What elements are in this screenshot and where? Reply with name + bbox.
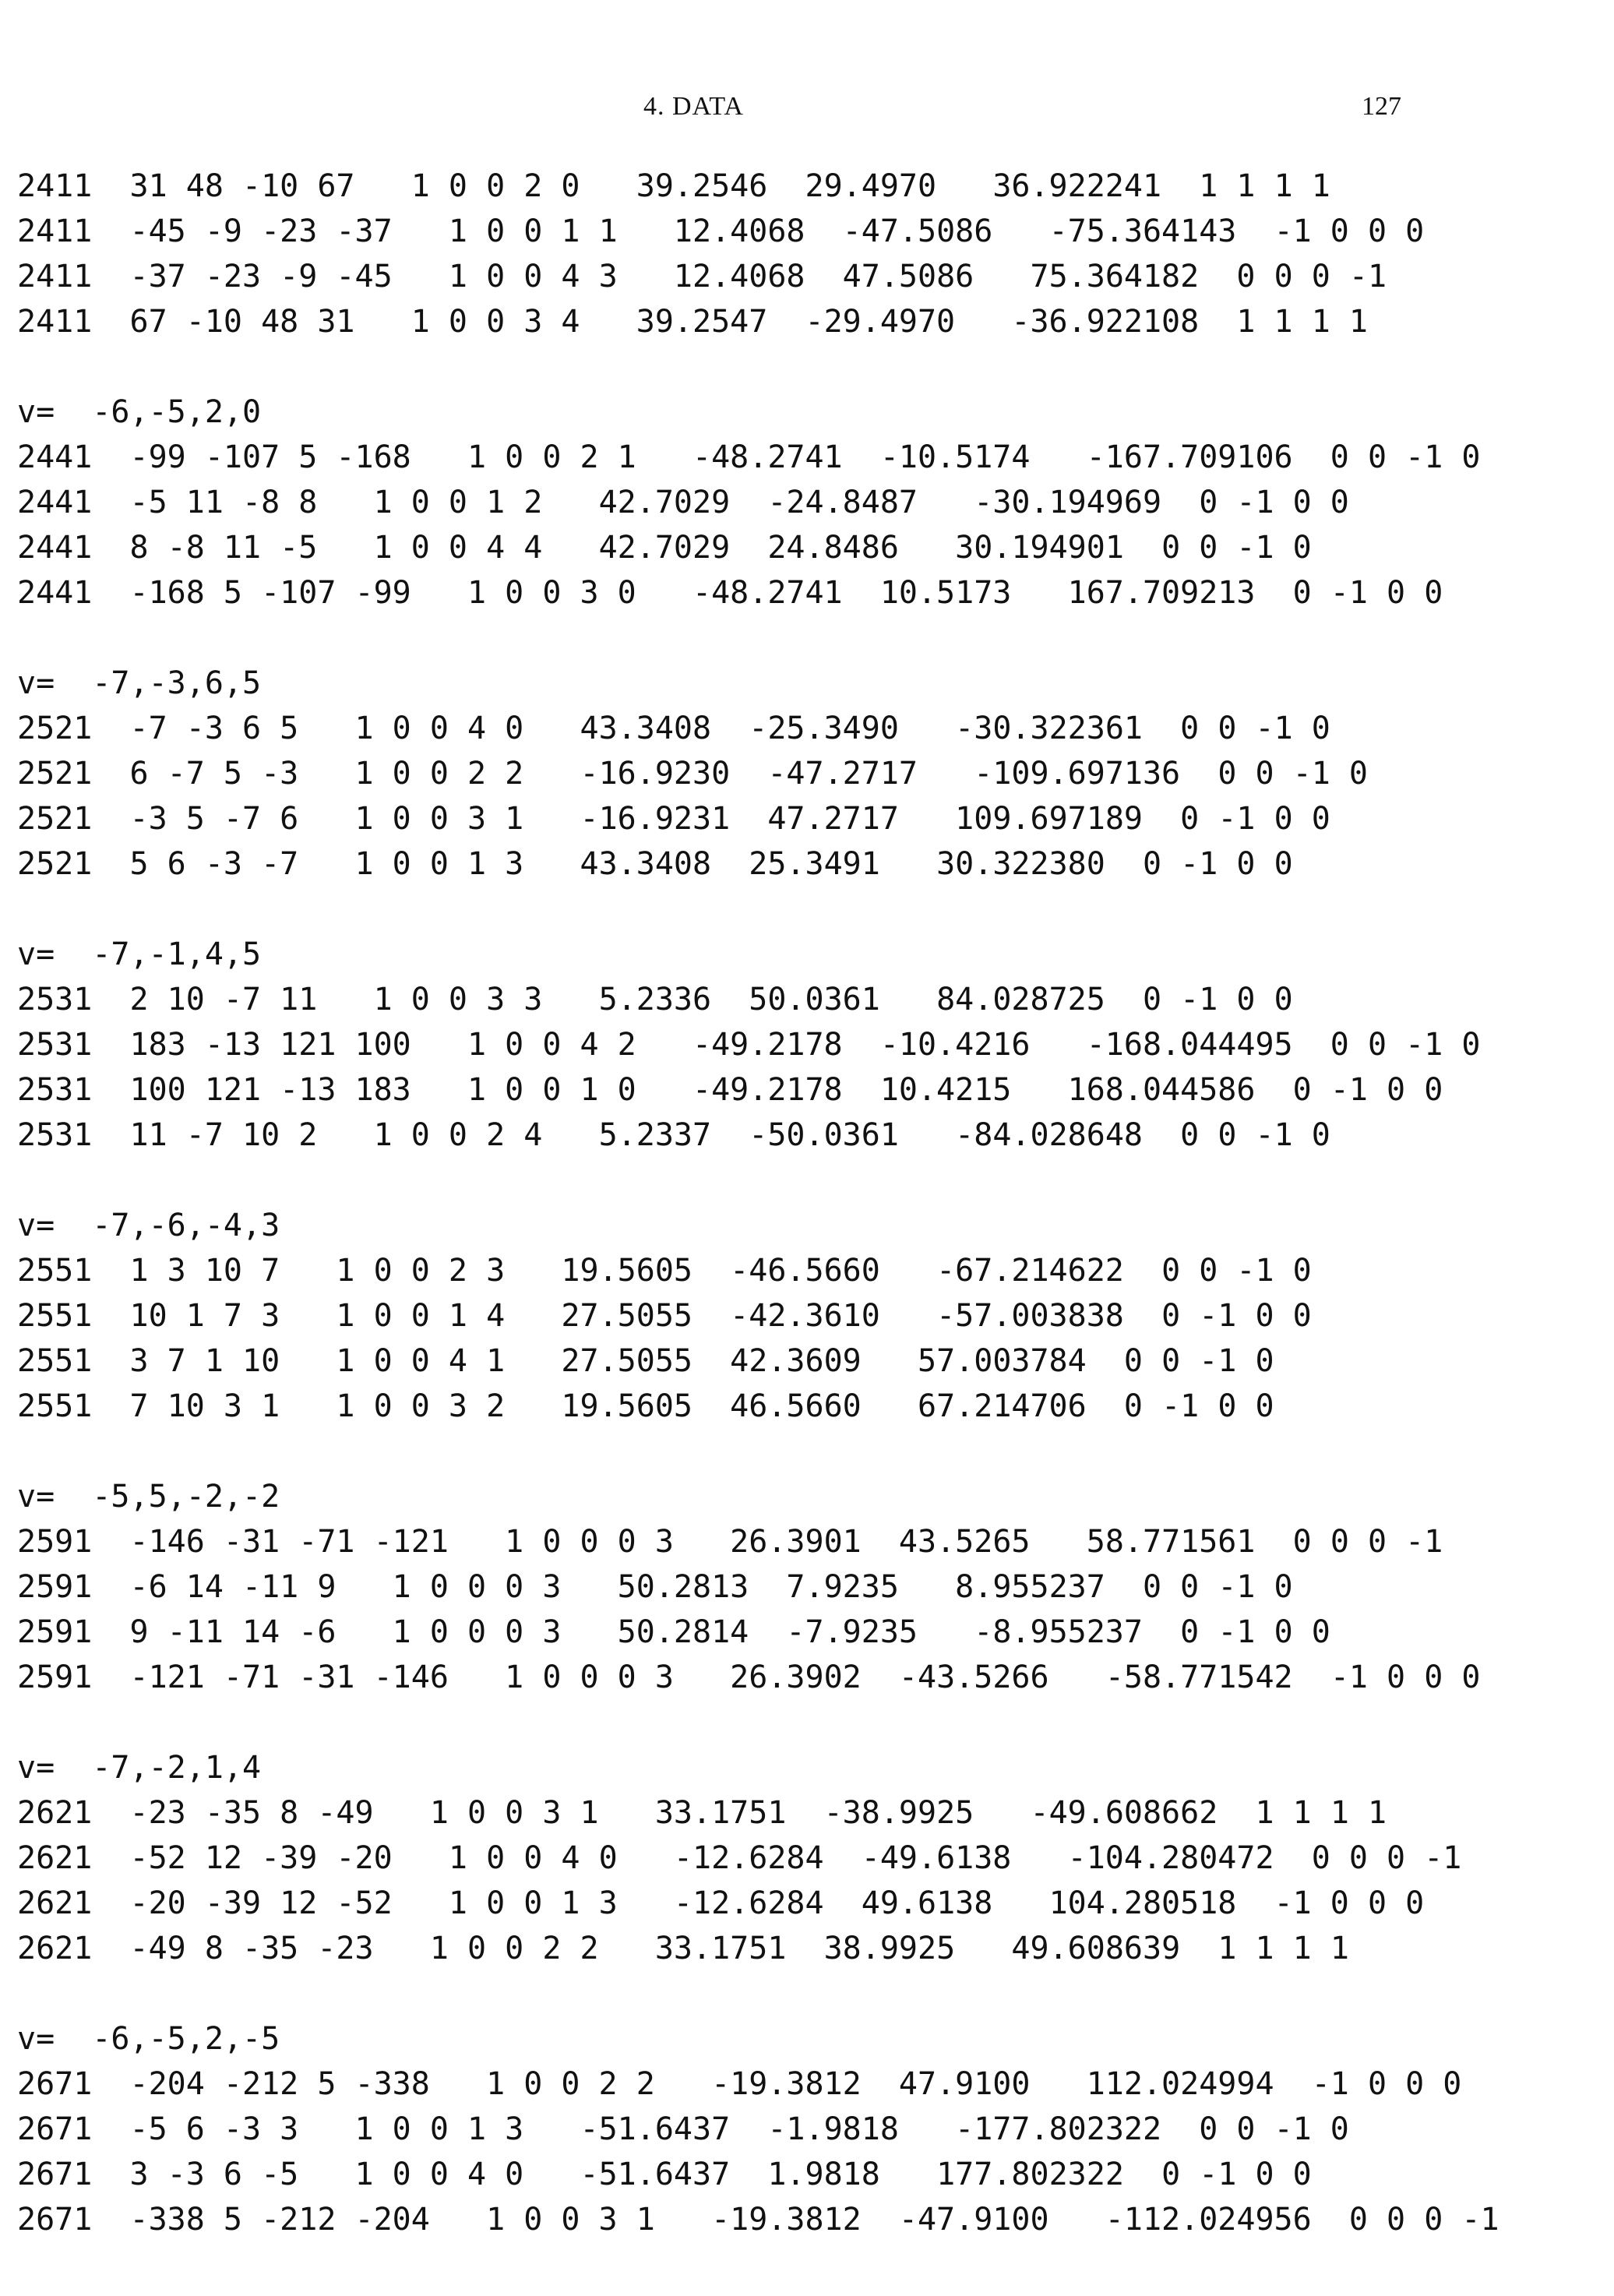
cell-code: 1 0 0 2 3 [336,1253,506,1289]
cell-sig: 1 1 1 1 [1199,168,1330,204]
data-row [17,1293,1606,1338]
cell-id: 2621 [17,1931,93,1966]
cell-a: 43.3408 [580,846,712,882]
cell-code: 1 0 0 3 3 [373,982,543,1018]
cell-sig: 0 0 -1 0 [1180,1117,1330,1153]
cell-b: -43.5266 [898,1659,1049,1695]
cell-b: 49.6138 [861,1885,993,1921]
data-row [17,1881,1606,1926]
cell-id: 2441 [17,575,93,611]
cell-id: 2551 [17,1298,93,1334]
cell-c: -167.709106 [1086,439,1293,475]
data-row [17,796,1606,841]
cell-c: 36.922241 [992,168,1162,204]
cell-quad: 100 121 -13 183 [129,1072,411,1108]
vector-label: v= -7,-6,-4,3 [17,1208,280,1243]
cell-code: 1 0 0 1 3 [354,846,524,882]
cell-sig: 0 0 -1 0 [1180,711,1330,746]
cell-b: 46.5660 [730,1388,862,1424]
cell-quad: 67 -10 48 31 [129,304,355,340]
cell-quad: -49 8 -35 -23 [129,1931,374,1966]
vector-label: v= -6,-5,2,0 [17,394,262,430]
cell-quad: -52 12 -39 -20 [129,1840,393,1876]
cell-id: 2441 [17,530,93,566]
cell-a: 39.2547 [636,304,768,340]
cell-code: 1 0 0 4 1 [336,1343,506,1379]
cell-id: 2551 [17,1343,93,1379]
cell-b: -42.3610 [730,1298,880,1334]
data-row [17,1113,1606,1158]
cell-code: 1 0 0 2 2 [429,1931,599,1966]
cell-a: 26.3901 [730,1524,862,1560]
cell-quad: -45 -9 -23 -37 [129,213,393,249]
cell-c: -58.771542 [1105,1659,1293,1695]
cell-a: -12.6284 [673,1840,824,1876]
cell-id: 2521 [17,846,93,882]
cell-b: 29.4970 [805,168,937,204]
cell-c: -84.028648 [955,1117,1143,1153]
data-block [17,1745,1606,1971]
cell-sig: -1 0 0 0 [1330,1659,1481,1695]
data-row [17,254,1606,299]
cell-sig: 0 -1 0 0 [1143,846,1293,882]
cell-id: 2621 [17,1795,93,1831]
cell-a: -19.3812 [711,2066,862,2102]
data-row [17,299,1606,344]
cell-id: 2441 [17,485,93,520]
cell-sig: 0 -1 0 0 [1292,1072,1443,1108]
cell-sig: -1 0 0 0 [1274,1885,1425,1921]
cell-sig: 0 0 -1 0 [1161,530,1312,566]
cell-c: 30.322380 [936,846,1105,882]
cell-code: 1 0 0 1 3 [448,1885,618,1921]
data-listing [17,164,1606,2287]
cell-sig: 1 1 1 1 [1255,1795,1387,1831]
cell-c: -109.697136 [974,756,1181,792]
data-row [17,977,1606,1022]
cell-a: 43.3408 [580,711,712,746]
cell-sig: 1 1 1 1 [1218,1931,1349,1966]
vector-label: v= -7,-3,6,5 [17,665,262,701]
cell-b: -47.5086 [842,213,993,249]
data-row [17,1655,1606,1700]
cell-a: 39.2546 [636,168,768,204]
cell-sig: 0 0 0 -1 [1348,2202,1499,2238]
cell-sig: 0 0 -1 0 [1330,1027,1481,1063]
cell-a: 19.5605 [561,1253,692,1289]
cell-b: -10.4216 [879,1027,1031,1063]
cell-quad: 7 10 3 1 [129,1388,280,1424]
cell-id: 2551 [17,1253,93,1289]
cell-quad: 6 -7 5 -3 [129,756,299,792]
cell-sig: 0 -1 0 0 [1123,1388,1274,1424]
vector-label: v= -6,-5,2,-5 [17,2021,280,2057]
cell-id: 2621 [17,1885,93,1921]
cell-sig: 0 -1 0 0 [1199,485,1349,520]
cell-c: -104.280472 [1067,1840,1274,1876]
data-row [17,164,1606,209]
cell-b: 1.9818 [767,2157,880,2192]
cell-b: -7.9235 [786,1614,918,1650]
cell-sig: 0 0 -1 0 [1142,1569,1293,1605]
cell-quad: -338 5 -212 -204 [129,2202,430,2238]
cell-b: 47.2717 [767,801,899,837]
cell-b: 43.5265 [898,1524,1031,1560]
cell-a: 26.3902 [730,1659,862,1695]
cell-b: 7.9235 [786,1569,899,1605]
cell-quad: -5 11 -8 8 [129,485,318,520]
cell-code: 1 0 0 0 3 [392,1569,562,1605]
cell-sig: 0 0 0 -1 [1311,1840,1462,1876]
cell-c: -30.322361 [955,711,1143,746]
cell-id: 2671 [17,2202,93,2238]
cell-sig: 0 -1 0 0 [1292,575,1443,611]
cell-a: -49.2178 [692,1027,843,1063]
cell-id: 2591 [17,1524,93,1560]
cell-code: 1 0 0 0 3 [505,1524,674,1560]
cell-code: 1 0 0 3 2 [336,1388,506,1424]
cell-b: -38.9925 [823,1795,974,1831]
data-row [17,1384,1606,1429]
cell-sig: 0 0 0 -1 [1292,1524,1443,1560]
cell-code: 1 0 0 2 2 [354,756,524,792]
cell-id: 2591 [17,1614,93,1650]
cell-id: 2621 [17,1840,93,1876]
cell-c: 167.709213 [1067,575,1256,611]
cell-id: 2531 [17,1117,93,1153]
cell-a: -16.9231 [580,801,731,837]
cell-a: -16.9230 [580,756,731,792]
cell-quad: 1 3 10 7 [129,1253,280,1289]
cell-sig: 0 0 -1 0 [1199,2111,1349,2147]
cell-a: 5.2337 [598,1117,712,1153]
cell-sig: -1 0 0 0 [1311,2066,1462,2102]
cell-a: 19.5605 [561,1388,692,1424]
cell-sig: 0 0 -1 0 [1330,439,1481,475]
cell-b: 10.4215 [879,1072,1012,1108]
cell-c: 75.364182 [1030,259,1200,294]
data-row [17,751,1606,796]
cell-c: 67.214706 [917,1388,1087,1424]
cell-c: -30.194969 [974,485,1162,520]
cell-sig: -1 0 0 0 [1274,213,1425,249]
data-row [17,1338,1606,1384]
cell-quad: 8 -8 11 -5 [129,530,318,566]
vector-label: v= -7,-2,1,4 [17,1750,262,1786]
cell-c: -36.922108 [1011,304,1200,340]
data-row [17,2197,1606,2242]
cell-b: -46.5660 [730,1253,880,1289]
cell-b: 10.5173 [879,575,1012,611]
cell-code: 1 0 0 1 0 [467,1072,636,1108]
vector-label: v= -5,5,-2,-2 [17,1479,280,1515]
data-row [17,525,1606,570]
cell-code: 1 0 0 2 4 [373,1117,543,1153]
cell-code: 1 0 0 1 2 [373,485,543,520]
cell-b: 25.3491 [749,846,880,882]
cell-a: 12.4068 [673,213,805,249]
cell-id: 2411 [17,213,93,249]
cell-sig: 0 0 -1 0 [1161,1253,1312,1289]
cell-quad: -99 -107 5 -168 [129,439,411,475]
cell-id: 2551 [17,1388,93,1424]
data-block [17,932,1606,1158]
cell-b: -25.3490 [749,711,899,746]
cell-c: -168.044495 [1086,1027,1293,1063]
cell-c: -75.364143 [1048,213,1237,249]
cell-quad: 5 6 -3 -7 [129,846,299,882]
cell-quad: 11 -7 10 2 [129,1117,318,1153]
cell-code: 1 0 0 3 1 [354,801,524,837]
cell-id: 2591 [17,1659,93,1695]
data-block [17,2016,1606,2242]
cell-a: 12.4068 [673,259,805,294]
cell-b: -47.2717 [767,756,918,792]
cell-a: -48.2741 [692,439,843,475]
cell-quad: -7 -3 6 5 [129,711,299,746]
cell-b: -29.4970 [805,304,956,340]
cell-c: 168.044586 [1067,1072,1256,1108]
cell-quad: 183 -13 121 100 [129,1027,411,1063]
cell-c: 8.955237 [955,1569,1105,1605]
cell-code: 1 0 0 3 1 [429,1795,599,1831]
data-row [17,1836,1606,1881]
cell-a: -51.6437 [580,2111,731,2147]
cell-c: 112.024994 [1086,2066,1274,2102]
cell-b: -10.5174 [879,439,1031,475]
cell-quad: -20 -39 12 -52 [129,1885,393,1921]
cell-b: -50.0361 [749,1117,899,1153]
cell-quad: 10 1 7 3 [129,1298,280,1334]
cell-id: 2591 [17,1569,93,1605]
cell-quad: -23 -35 8 -49 [129,1795,374,1831]
section-title: 4. DATA [643,92,744,121]
cell-c: 30.194901 [955,530,1124,566]
cell-c: 104.280518 [1048,1885,1237,1921]
cell-code: 1 0 0 4 0 [354,2157,524,2192]
data-row [17,1790,1606,1836]
running-header [0,92,1614,131]
cell-a: 33.1751 [654,1795,787,1831]
cell-id: 2411 [17,304,93,340]
cell-a: 50.2814 [617,1614,749,1650]
cell-quad: -146 -31 -71 -121 [129,1524,449,1560]
cell-b: -1.9818 [767,2111,899,2147]
data-block [17,661,1606,887]
cell-b: 42.3609 [730,1343,862,1379]
data-row [17,706,1606,751]
data-row [17,1564,1606,1610]
data-row [17,2107,1606,2152]
cell-id: 2411 [17,259,93,294]
cell-b: 38.9925 [823,1931,956,1966]
data-row [17,841,1606,887]
vector-label: v= -7,-1,4,5 [17,936,262,972]
cell-code: 1 0 0 2 2 [486,2066,655,2102]
cell-code: 1 0 0 4 0 [354,711,524,746]
cell-id: 2671 [17,2066,93,2102]
cell-c: -112.024956 [1105,2202,1312,2238]
cell-a: 42.7029 [598,530,731,566]
cell-code: 1 0 0 0 3 [505,1659,674,1695]
page-number: 127 [1362,92,1401,121]
cell-code: 1 0 0 3 1 [486,2202,655,2238]
data-row [17,2061,1606,2107]
cell-quad: -204 -212 5 -338 [129,2066,430,2102]
cell-code: 1 0 0 1 1 [448,213,618,249]
data-row [17,1067,1606,1113]
data-block [17,1203,1606,1429]
cell-b: 47.5086 [842,259,974,294]
data-row [17,1926,1606,1971]
cell-a: -48.2741 [692,575,843,611]
cell-sig: 0 -1 0 0 [1143,982,1293,1018]
data-row [17,2152,1606,2197]
data-row [17,209,1606,254]
cell-a: -51.6437 [580,2157,731,2192]
cell-code: 1 0 0 4 0 [448,1840,618,1876]
data-block [17,390,1606,615]
cell-quad: 3 7 1 10 [129,1343,280,1379]
cell-a: -12.6284 [673,1885,824,1921]
cell-code: 1 0 0 2 1 [467,439,636,475]
cell-quad: 3 -3 6 -5 [129,2157,299,2192]
cell-c: -67.214622 [936,1253,1124,1289]
cell-c: -57.003838 [936,1298,1124,1334]
cell-quad: -5 6 -3 3 [129,2111,299,2147]
cell-code: 1 0 0 2 0 [411,168,580,204]
cell-code: 1 0 0 0 3 [392,1614,562,1650]
cell-id: 2531 [17,982,93,1018]
cell-quad: 2 10 -7 11 [129,982,318,1018]
cell-c: 57.003784 [917,1343,1087,1379]
cell-sig: 0 -1 0 0 [1180,801,1330,837]
data-block [17,1474,1606,1700]
cell-quad: -37 -23 -9 -45 [129,259,393,294]
cell-c: -49.608662 [1030,1795,1218,1831]
cell-quad: -6 14 -11 9 [129,1569,337,1605]
cell-b: -24.8487 [767,485,918,520]
data-row [17,1610,1606,1655]
cell-sig: 0 0 -1 0 [1123,1343,1274,1379]
cell-sig: 0 -1 0 0 [1161,2157,1312,2192]
data-block [17,164,1606,344]
data-row [17,1248,1606,1293]
cell-b: -49.6138 [861,1840,1012,1876]
cell-code: 1 0 0 4 4 [373,530,543,566]
cell-b: 50.0361 [749,982,880,1018]
cell-quad: -168 5 -107 -99 [129,575,411,611]
cell-b: -47.9100 [898,2202,1049,2238]
data-row [17,1022,1606,1067]
cell-sig: 0 -1 0 0 [1180,1614,1330,1650]
cell-c: 177.802322 [936,2157,1124,2192]
cell-c: 49.608639 [1011,1931,1181,1966]
cell-a: 42.7029 [598,485,731,520]
cell-quad: -3 5 -7 6 [129,801,299,837]
cell-code: 1 0 0 3 4 [411,304,580,340]
cell-id: 2441 [17,439,93,475]
cell-c: -177.802322 [955,2111,1162,2147]
cell-id: 2531 [17,1072,93,1108]
data-row [17,480,1606,525]
cell-b: 24.8486 [767,530,899,566]
cell-sig: 0 -1 0 0 [1161,1298,1312,1334]
cell-quad: 9 -11 14 -6 [129,1614,337,1650]
cell-sig: 0 0 0 -1 [1236,259,1387,294]
cell-quad: 31 48 -10 67 [129,168,355,204]
cell-id: 2671 [17,2157,93,2192]
data-row [17,570,1606,615]
cell-a: 27.5055 [561,1343,692,1379]
cell-b: 47.9100 [898,2066,1031,2102]
cell-id: 2411 [17,168,93,204]
cell-a: 27.5055 [561,1298,692,1334]
cell-a: 50.2813 [617,1569,749,1605]
cell-c: 84.028725 [936,982,1105,1018]
cell-c: 58.771561 [1086,1524,1256,1560]
data-row [17,435,1606,480]
data-row [17,1519,1606,1564]
cell-code: 1 0 0 3 0 [467,575,636,611]
cell-code: 1 0 0 1 4 [336,1298,506,1334]
cell-a: -19.3812 [711,2202,862,2238]
cell-id: 2521 [17,801,93,837]
cell-code: 1 0 0 4 3 [448,259,618,294]
cell-id: 2521 [17,711,93,746]
cell-code: 1 0 0 1 3 [354,2111,524,2147]
cell-id: 2531 [17,1027,93,1063]
cell-a: -49.2178 [692,1072,843,1108]
cell-c: 109.697189 [955,801,1143,837]
cell-quad: -121 -71 -31 -146 [129,1659,449,1695]
cell-a: 33.1751 [654,1931,787,1966]
cell-id: 2671 [17,2111,93,2147]
cell-id: 2521 [17,756,93,792]
cell-c: -8.955237 [974,1614,1143,1650]
cell-code: 1 0 0 4 2 [467,1027,636,1063]
cell-a: 5.2336 [598,982,712,1018]
cell-sig: 0 0 -1 0 [1218,756,1368,792]
cell-sig: 1 1 1 1 [1236,304,1368,340]
